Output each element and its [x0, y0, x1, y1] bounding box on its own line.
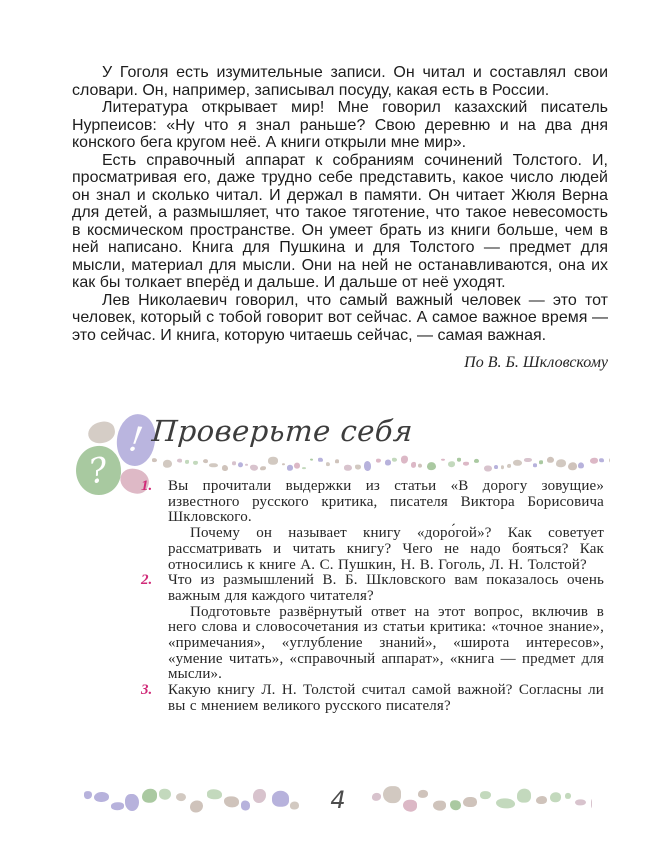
decor-pebble — [496, 798, 515, 809]
decor-pebble — [411, 462, 416, 467]
decor-pebble — [176, 793, 186, 801]
question-item — [141, 682, 604, 714]
page-footer — [0, 779, 650, 821]
decor-pebble — [501, 465, 504, 469]
article-text — [72, 64, 608, 372]
decor-pebble — [517, 789, 532, 803]
decor-pebble — [533, 464, 537, 467]
decor-pebble — [474, 459, 479, 463]
decor-pebble — [287, 465, 293, 471]
decor-pebble — [344, 465, 351, 471]
decor-pebble — [507, 464, 511, 468]
decor-pebble — [326, 462, 330, 466]
dotted-divider — [152, 455, 610, 473]
decor-pebble — [441, 458, 445, 461]
pebble-border-left — [84, 779, 304, 821]
decor-pebble — [376, 458, 381, 462]
decor-pebble — [547, 457, 554, 464]
decor-pebble — [590, 458, 598, 464]
decor-pebble — [253, 789, 267, 803]
decor-pebble — [94, 792, 108, 802]
decor-pebble — [556, 459, 566, 467]
decor-pebble — [222, 465, 228, 471]
decor-pebble — [599, 458, 603, 462]
page-number: 4 — [330, 786, 346, 814]
decor-pebble — [190, 801, 202, 813]
decor-pebble — [450, 800, 461, 811]
decor-pebble — [185, 460, 190, 464]
question-paragraph: Вы прочитали выдержки из статьи «В дорогу зовущие» известного русского критика, писателя Виктора Борисовича Шкловского. — [168, 478, 604, 526]
question-paragraph: Почему он называет книгу «доро́гой»? Как советует рассматривать и читать книгу? Чего не надо бояться? Как относились к книге А. С. Пушкин, Н. В. Гоголь, Л. Н. Толстой? — [168, 525, 604, 573]
question-number: 1. — [141, 478, 153, 494]
decor-pebble — [224, 796, 239, 807]
decor-pebble — [427, 462, 436, 471]
decor-pebble — [433, 800, 446, 811]
decor-pebble — [245, 463, 248, 466]
question-list — [141, 478, 604, 715]
decor-pebble — [268, 457, 278, 465]
decor-pebble — [152, 458, 157, 462]
decor-pebble — [282, 463, 285, 466]
decor-pebble — [335, 459, 340, 463]
article-paragraph: Литература открывает мир! Мне говорил казахский писатель Нурпеисов: «Ну что я знал раньше? Свою деревню и на два дня конского бега кругом неё. А книги открыли мне мир». — [72, 99, 608, 151]
decor-pebble — [513, 460, 522, 466]
decor-pebble — [111, 803, 124, 810]
decor-pebble — [480, 791, 491, 799]
decor-pebble — [272, 791, 289, 806]
question-glyph: ? — [86, 449, 111, 492]
decor-pebble — [302, 467, 305, 470]
decor-pebble — [232, 462, 235, 465]
decor-blob-beige — [86, 419, 117, 445]
decor-pebble — [550, 792, 561, 803]
decor-pebble — [565, 793, 571, 799]
decor-pebble — [290, 802, 299, 809]
decor-pebble — [418, 790, 428, 797]
decor-pebble — [401, 456, 408, 464]
question-number: 3. — [141, 682, 153, 699]
decor-pebble — [260, 466, 265, 471]
decor-pebble — [203, 459, 208, 463]
question-item — [141, 478, 604, 573]
decor-pebble — [355, 464, 361, 469]
decor-pebble — [463, 462, 469, 465]
question-paragraph: Какую книгу Л. Н. Толстой считал самой важной? Согласны ли вы с мнением великого русского писателя? — [168, 682, 604, 714]
question-paragraph: Подготовьте развёрнутый ответ на этот вопрос, включив в него слова и словосочетания из статьи критика: «точное знание», «примечания», «углубление знаний», «широта интересов», «умение читать», «справочный аппарат», «книга — предмет для мысли». — [168, 603, 604, 683]
section-title: Проверьте себя — [150, 414, 415, 448]
decor-pebble — [539, 461, 543, 464]
decor-pebble — [536, 796, 547, 804]
decor-pebble — [578, 462, 584, 469]
decor-pebble — [609, 457, 610, 463]
decor-pebble — [524, 458, 532, 463]
question-mark-icon — [74, 444, 124, 497]
decor-pebble — [463, 797, 476, 808]
decor-pebble — [318, 458, 322, 463]
decor-pebble — [159, 788, 171, 799]
decor-pebble — [238, 462, 242, 467]
decor-pebble — [310, 458, 313, 461]
question-item — [141, 572, 604, 683]
article-paragraphs — [72, 64, 608, 344]
decor-pebble — [418, 463, 422, 467]
decor-pebble — [84, 791, 92, 799]
decor-pebble — [392, 458, 397, 461]
decor-pebble — [163, 460, 172, 467]
decor-pebble — [193, 461, 198, 465]
decor-pebble — [250, 464, 259, 471]
article-paragraph: У Гоголя есть изумительные записи. Он читал и составлял свои словари. Он, например, записывал посуду, какая есть в России. — [72, 64, 608, 99]
decor-pebble — [385, 460, 391, 465]
decor-pebble — [207, 790, 222, 799]
decor-pebble — [304, 794, 305, 799]
decor-pebble — [294, 462, 300, 468]
decor-pebble — [241, 801, 251, 811]
decor-pebble — [448, 461, 456, 467]
attribution: По В. Б. Шкловскому — [464, 354, 608, 371]
decor-pebble — [125, 794, 139, 811]
decor-pebble — [591, 796, 592, 811]
pebble-border-right — [372, 779, 592, 821]
article-paragraph: Есть справочный аппарат к собраниям сочинений Толстого. И, просматривая его, даже трудно себе представить, какое число людей он знал и сколько читал. И держал в памяти. Он читает Жюля Верна для детей, а размышляет, что такое тяготение, что такое невесомость в космическом пространстве. Он умеет брать из книги больше, чем в ней написано. Книга для Пушкина и для Толстого — предмет для мысли, материал для мысли. Они на ней не останавливаются, она их как бы толкает вперёд и дальше. И дальше от неё уходят. — [72, 151, 608, 291]
decor-pebble — [177, 459, 182, 462]
decor-pebble — [372, 793, 382, 800]
decor-pebble — [142, 789, 157, 803]
decor-pebble — [383, 786, 400, 803]
decor-pebble — [568, 462, 577, 470]
decor-pebble — [209, 463, 217, 468]
question-number: 2. — [141, 572, 153, 589]
exclamation-glyph: ! — [126, 419, 146, 461]
decor-pebble — [403, 800, 417, 812]
article-paragraph: Лев Николаевич говорил, что самый важный человек — это тот человек, который с тобой говорит вот сейчас. А самое важное время — это сейчас. И книга, которую читаешь сейчас, — самая важная. — [72, 291, 608, 344]
decor-pebble — [494, 465, 499, 469]
decor-pebble — [575, 799, 586, 806]
question-paragraph: Что из размышлений В. Б. Шкловского вам показалось очень важным для каждого читателя? — [168, 572, 604, 604]
decor-pebble — [484, 465, 492, 472]
decor-pebble — [364, 461, 371, 470]
decor-pebble — [457, 458, 461, 461]
